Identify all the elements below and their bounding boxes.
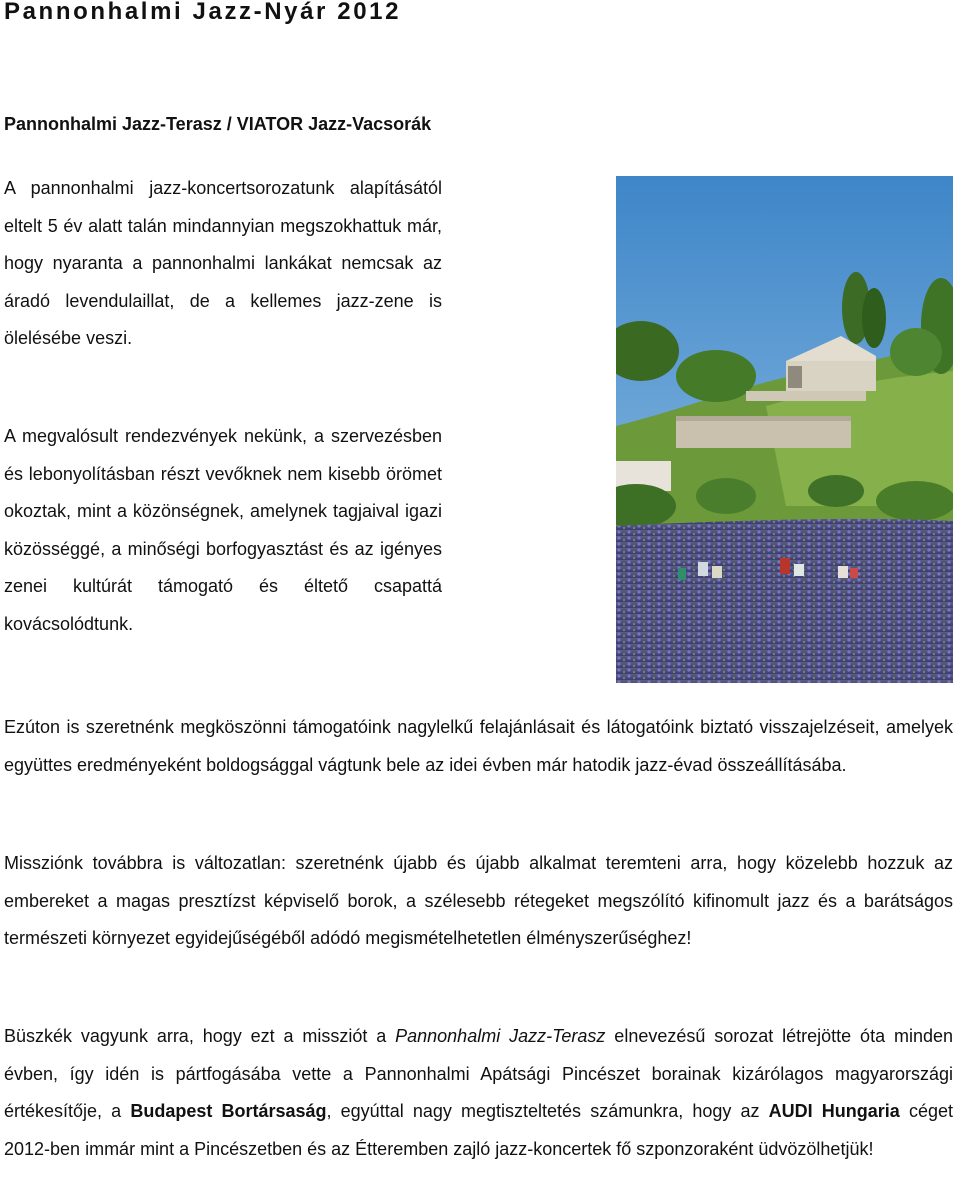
sponsors-text-1: Büszkék vagyunk arra, hogy ezt a missziót a [4, 1026, 396, 1046]
paragraph-thanks: Ezúton is szeretnénk megköszönni támogatóink nagylelkű felajánlásait és látogatóink biztató visszajelzéseit, amelyek együttes eredményeként boldogsággal vágtunk bele az idei évben már hatodik jazz-évad összeállításába. [4, 717, 953, 775]
paragraph-mission: Missziónk továbbra is változatlan: szeretnénk újabb és újabb alkalmat teremteni arra, hogy közelebb hozzuk az embereket a magas presztízst képviselő borok, a szélesebb rétegeket megszólító kifinomult jazz és a barátságos természeti környezet egyidejűségéből adódó megismételhetetlen élményszerűséghez! [4, 853, 953, 948]
paragraph-intro: A pannonhalmi jazz-koncertsorozatunk alapításától eltelt 5 év alatt talán mindannyian megszokhattuk már, hogy nyaranta a pannonhalmi lankákat nemcsak az áradó levendulaillat, de a kellemes jazz-zene is ölelésébe veszi. [4, 178, 442, 348]
sponsors-text-2: elnevezésű sorozat létrejötte óta minden évben, így idén is pártfogásába vette a Pannonhalmi Apátsági Pincészet borainak kizárólagos magyarországi értékesítője, a [4, 1026, 953, 1121]
sponsor-audi: AUDI Hungaria [768, 1101, 900, 1121]
paragraph-sponsors [4, 1018, 953, 1168]
series-name: Pannonhalmi Jazz-Terasz [395, 1026, 606, 1046]
lavender-field-photo [616, 176, 953, 683]
paragraph-events: A megvalósult rendezvények nekünk, a szervezésben és lebonyolításban részt vevőknek nem kisebb örömet okoztak, mint a közönségnek, amelynek tagjaival igazi közösséggé, a minőségi borfogyasztást és az igényes zenei kultúrát támogató és éltető csapattá kovácsolódtunk. [4, 426, 442, 634]
document-subtitle: Pannonhalmi Jazz-Terasz / VIATOR Jazz-Vacsorák [4, 114, 432, 134]
sponsors-text-3: , egyúttal nagy megtiszteltetés számunkra, hogy az [326, 1101, 769, 1121]
sponsor-bortarsasag: Budapest Bortársaság [130, 1101, 327, 1121]
document-title: Pannonhalmi Jazz-Nyár 2012 [4, 0, 402, 25]
sponsors-text-4: céget 2012-ben immár mint a Pincészetben és az Étteremben zajló jazz-koncertek fő szponzoraként üdvözölhetjük! [4, 1101, 953, 1159]
